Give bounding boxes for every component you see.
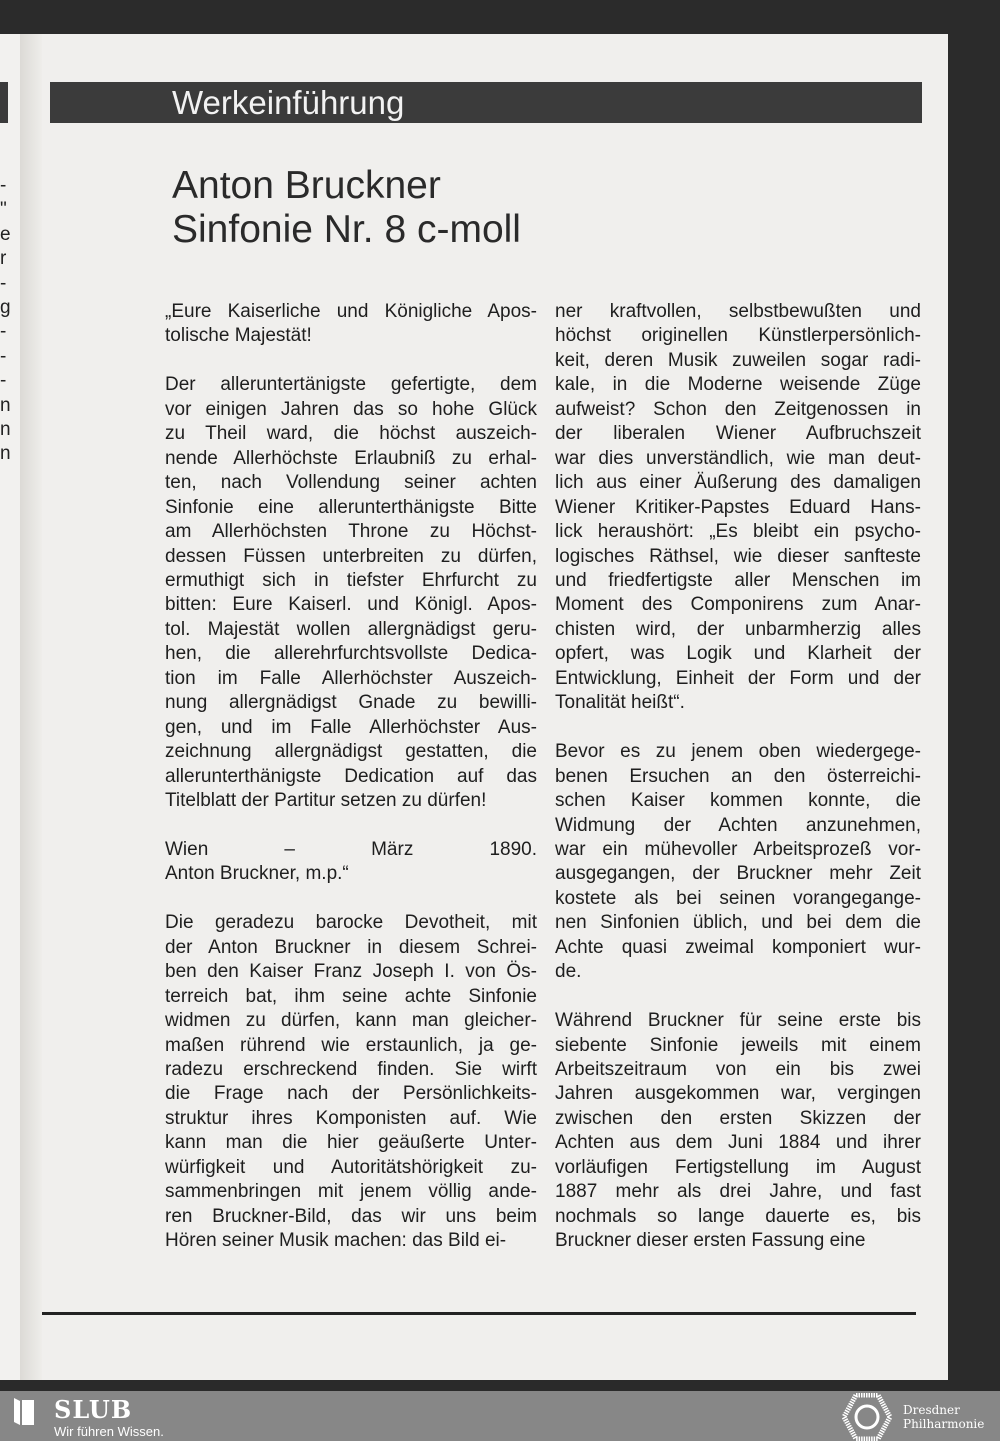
text-line: und friedfertigste aller Menschen im (555, 569, 921, 591)
text-line: ren Bruckner-Bild, das wir uns beim (165, 1205, 537, 1227)
text-line: Widmung der Achten anzunehmen, (555, 814, 921, 836)
text-line: Arbeitszeitraum von ein bis zwei (555, 1059, 921, 1081)
scan-edge (0, 1380, 1000, 1391)
fragment-char: n (0, 419, 11, 441)
fragment-char: - (0, 321, 7, 343)
fragment-char: - (0, 175, 7, 196)
text-line: zeichnung allergnädigst gestatten, die (165, 741, 537, 763)
text-line: radezu erschreckend finden. Sie wirft (165, 1059, 537, 1080)
text-line: zu Theil ward, die höchst auszeich- (165, 423, 537, 445)
text-line: 1887 mehr als drei Jahre, und fast (555, 1181, 921, 1203)
paragraph (165, 300, 537, 349)
text-line: kostete als bei seinen vorangegange- (555, 887, 921, 909)
slub-tagline: Wir führen Wissen. (54, 1424, 164, 1439)
text-line: Während Bruckner für seine erste bis (555, 1010, 921, 1032)
paragraph (555, 300, 921, 716)
text-line: Bevor es zu jenem oben wiedergege- (555, 741, 921, 763)
partner-name-line1: Dresdner (903, 1403, 960, 1417)
text-line: kale, in die Moderne weisende Züge (555, 374, 921, 396)
text-line: de. (555, 961, 582, 983)
text-line: schen Kaiser kommen konnte, die (555, 790, 921, 812)
text-line: höchst originellen Künstlerpersönlich- (555, 325, 921, 347)
text-line: allerunterthänigste Dedication auf das (165, 765, 537, 787)
text-line: ten, nach Vollendung seiner achten (165, 472, 537, 494)
text-line: Achte quasi zweimal komponiert wur- (555, 936, 921, 958)
text-line: chisten wird, der unbarmherzig alles (555, 618, 921, 640)
fragment-char: g (0, 297, 11, 319)
text-line: vor einigen Jahren das so hohe Glück (165, 398, 537, 420)
text-line: war ein mühevoller Arbeitsprozeß vor- (555, 838, 921, 860)
text-line: sammenbringen mit jenem völlig ande- (165, 1181, 537, 1203)
text-line: Sinfonie eine allerunterthänigste Bitte (165, 496, 537, 518)
text-line: Bruckner dieser ersten Fassung eine (555, 1230, 866, 1252)
section-title: Werkeinführung (172, 84, 405, 121)
text-line: ermuthigt sich in tiefster Ehrfurcht zu (165, 569, 537, 591)
section-header-bar (50, 82, 922, 123)
text-line: Tonalität heißt“. (555, 692, 685, 714)
adjacent-page-header-bar (0, 82, 8, 123)
text-line: siebente Sinfonie jeweils mit einem (555, 1034, 921, 1056)
text-line: nende Allerhöchste Erlaubniß zu erhal- (165, 447, 537, 469)
text-line: am Allerhöchsten Throne zu Höchst- (165, 521, 537, 543)
text-line: aufweist? Schon den Zeitgenossen in (555, 398, 921, 420)
text-line: der Anton Bruckner in diesem Schrei- (165, 936, 537, 958)
left-text-column (165, 300, 537, 1254)
text-line: ner kraftvollen, selbstbewußten und (555, 301, 921, 322)
fragment-char: n (0, 443, 11, 465)
paragraph (555, 1009, 921, 1254)
text-line: tolische Majestät! (165, 325, 312, 347)
text-line: Hören seiner Musik machen: das Bild ei- (165, 1230, 507, 1252)
fragment-char: e (0, 223, 11, 245)
fragment-char: " (0, 199, 7, 221)
text-line: ben den Kaiser Franz Joseph I. von Ös- (165, 961, 537, 983)
text-line: nung allergnädigst Gnade zu bewilli- (165, 692, 537, 714)
text-line: kann man die hier geäußerte Unter- (165, 1132, 537, 1154)
paragraph (165, 911, 537, 1253)
fragment-char: r (0, 248, 7, 270)
text-line: keit, deren Musik zuweilen sogar radi- (555, 349, 921, 371)
page-gutter (20, 34, 42, 1380)
fragment-char: - (0, 345, 7, 367)
text-line: lich aus einer Äußerung des damaligen (555, 472, 921, 494)
text-line: ausgegangen, der Bruckner mehr Zeit (555, 863, 921, 885)
paragraph (165, 373, 537, 813)
text-line: tion im Falle Allerhöchster Auszeich- (165, 667, 537, 689)
text-line: opfert, was Logik und Klarheit der (555, 643, 921, 665)
text-line: Wiener Kritiker-Papstes Eduard Hans- (555, 496, 921, 518)
text-line: nen Sinfonien üblich, und bei dem die (555, 912, 921, 934)
partner-name-line2: Philharmonie (903, 1417, 985, 1431)
text-line: lick heraushört: „Es bleibt ein psycho- (555, 521, 921, 543)
text-line: war dies unverständlich, wie man deut- (555, 447, 921, 469)
text-line: struktur ihres Komponisten auf. Wie (165, 1107, 537, 1129)
fragment-char: - (0, 370, 7, 392)
right-text-column (555, 300, 921, 1254)
text-line: Die geradezu barocke Devotheit, mit (165, 912, 537, 934)
text-line: widmen zu dürfen, kann man gleicher- (165, 1010, 537, 1032)
text-line: „Eure Kaiserliche und Königliche Apos- (165, 301, 537, 322)
text-line: Titelblatt der Partitur setzen zu dürfen! (165, 790, 487, 812)
paragraph (555, 740, 921, 985)
fragment-char: - (0, 272, 7, 294)
title-composer: Anton Bruckner (172, 164, 441, 207)
footer-bar (0, 1391, 1000, 1441)
fragment-char: n (0, 394, 11, 416)
bottom-rule (42, 1312, 916, 1315)
partner-name[interactable] (903, 1403, 984, 1431)
text-line: tol. Majestät wollen allergnädigst geru- (165, 618, 537, 640)
text-line: Anton Bruckner, m.p.“ (165, 863, 349, 885)
text-line: Achten aus dem Juni 1884 und ihrer (555, 1132, 921, 1154)
text-line: vorläufigen Fertigstellung im August (555, 1156, 921, 1178)
text-line: Der alleruntertänigste gefertigte, dem (165, 374, 537, 396)
paragraph (165, 838, 537, 887)
text-line: zwischen den ersten Skizzen der (555, 1107, 921, 1129)
slub-logo-text[interactable]: SLUB (54, 1395, 133, 1424)
text-line: hen, die allerehrfurchtsvollste Dedica- (165, 643, 537, 665)
philharmonie-logo-icon[interactable] (842, 1393, 892, 1441)
text-line: Entwicklung, Einheit der Form und der (555, 667, 921, 689)
text-line: die Frage nach der Persönlichkeits- (165, 1083, 537, 1105)
text-line: würfigkeit und Autoritätshörigkeit zu- (165, 1156, 537, 1178)
text-line: bitten: Eure Kaiserl. und Königl. Apos- (165, 594, 537, 616)
text-line: maßen rührend wie erstaunlich, ja ge- (165, 1034, 537, 1056)
text-line: der liberalen Wiener Aufbruchszeit (555, 423, 921, 445)
text-line: Jahren ausgekommen war, vergingen (555, 1083, 921, 1105)
text-line: Moment des Componirens zum Anar- (555, 594, 921, 616)
article-title (172, 164, 521, 252)
text-line: nochmals so lange dauerte es, bis (555, 1205, 921, 1227)
slub-book-icon (12, 1396, 36, 1426)
text-line: logisches Räthsel, wie dieser sanfteste (555, 545, 921, 567)
text-line: dessen Füssen unterbreiten zu dürfen, (165, 545, 537, 567)
text-line: terreich bat, ihm seine achte Sinfonie (165, 985, 537, 1007)
title-work: Sinfonie Nr. 8 c-moll (172, 208, 521, 251)
text-line: benen Ersuchen an den österreichi- (555, 765, 921, 787)
text-line: gen, und im Falle Allerhöchster Aus- (165, 716, 537, 738)
text-line: Wien – März 1890. (165, 838, 537, 860)
